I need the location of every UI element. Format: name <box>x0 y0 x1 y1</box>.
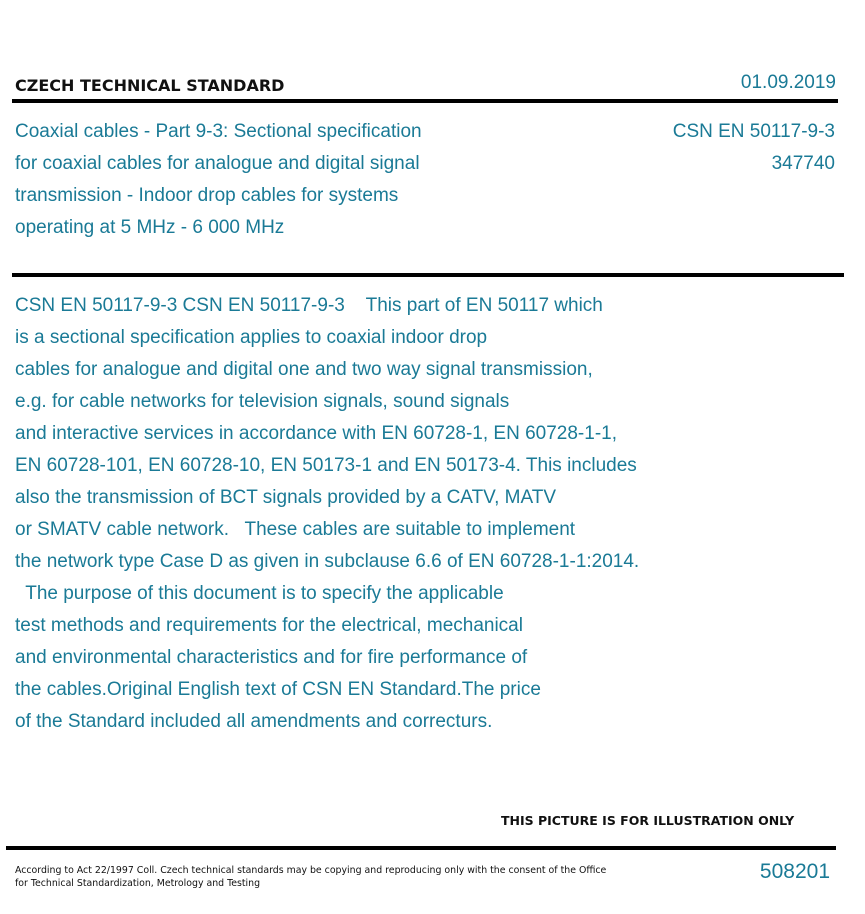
title-line: transmission - Indoor drop cables for systems <box>15 185 399 206</box>
description-line: and interactive services in accordance with EN 60728-1, EN 60728-1-1, <box>15 423 617 444</box>
description-line: the network type Case D as given in subclause 6.6 of EN 60728-1-1:2014. <box>15 551 640 572</box>
description-line: e.g. for cable networks for television signals, sound signals <box>15 391 510 412</box>
standard-number: CSN EN 50117-9-3 <box>672 121 835 142</box>
publication-date: 01.09.2019 <box>740 72 836 93</box>
title-line: Coaxial cables - Part 9-3: Sectional specification <box>15 121 422 142</box>
description-line: The purpose of this document is to specify the applicable <box>15 583 504 604</box>
document-type-label: CZECH TECHNICAL STANDARD <box>15 76 285 95</box>
title-line: for coaxial cables for analogue and digital signal <box>15 153 420 174</box>
description-line: CSN EN 50117-9-3 CSN EN 50117-9-3 This part of EN 50117 which <box>15 295 603 316</box>
illustration-notice: THIS PICTURE IS FOR ILLUSTRATION ONLY <box>501 813 795 828</box>
description-line: cables for analogue and digital one and two way signal transmission, <box>15 359 593 380</box>
legal-line: According to Act 22/1997 Coll. Czech technical standards may be copying and reproducing only with the consent of the Office <box>15 865 607 876</box>
description-line: of the Standard included all amendments and correcturs. <box>15 711 493 732</box>
product-code: 508201 <box>759 860 830 883</box>
standard-description <box>15 290 775 738</box>
catalog-number: 347740 <box>771 153 835 174</box>
description-line: also the transmission of BCT signals provided by a CATV, MATV <box>15 487 557 508</box>
title-divider <box>12 273 844 277</box>
standard-codes <box>673 116 835 180</box>
footer-divider <box>6 846 836 850</box>
standard-title <box>15 116 515 244</box>
description-line: test methods and requirements for the electrical, mechanical <box>15 615 523 636</box>
description-line: or SMATV cable network. These cables are suitable to implement <box>15 519 576 540</box>
header-divider <box>12 99 838 103</box>
legal-notice <box>15 864 605 890</box>
description-line: the cables.Original English text of CSN EN Standard.The price <box>15 679 541 700</box>
description-line: and environmental characteristics and for fire performance of <box>15 647 528 668</box>
legal-line: for Technical Standardization, Metrology and Testing <box>15 878 261 889</box>
description-line: is a sectional specification applies to coaxial indoor drop <box>15 327 488 348</box>
description-line: EN 60728-101, EN 60728-10, EN 50173-1 and EN 50173-4. This includes <box>15 455 637 476</box>
title-line: operating at 5 MHz - 6 000 MHz <box>15 217 285 238</box>
